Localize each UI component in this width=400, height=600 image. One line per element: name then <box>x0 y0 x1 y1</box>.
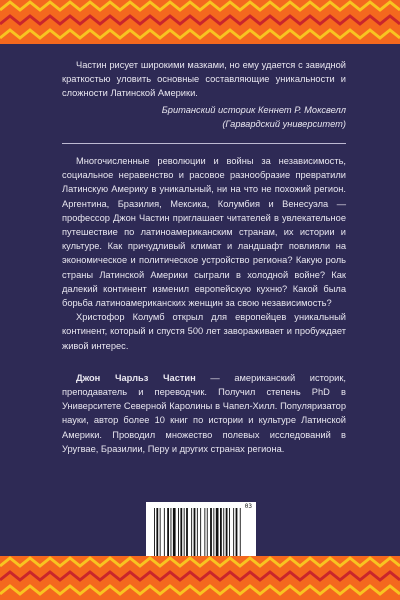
quote-affiliation: (Гарвардский университет) <box>222 118 346 129</box>
barcode-bar <box>167 508 169 556</box>
section-divider <box>62 143 346 144</box>
barcode-bar <box>233 508 234 556</box>
barcode-bar <box>154 508 155 556</box>
barcode-addon: 03 <box>244 503 252 510</box>
description-paragraph-1: Многочисленные революции и войны за независимость, социальное неравенство и расовое разнообразие превратили Латинскую Америку в уникальный, ни на что не похожий регион. Аргентина, Бразилия, Мексика, Колумбия и Венесуэла — профессор Джон Частин приглашает читателей в увлекательное путешествие по латиноамериканским странам, их истории и культуре. Как причудливый климат и ландшафт повлияли на экономическое и политическое устройство региона? Какую роль страны Латинской Америки сыграли в холодной войне? Как далекий континент изменил европейскую кухню? Какой была борьба латиноамериканских женщин за свою независимость? <box>62 156 346 309</box>
barcode-bar <box>213 508 214 556</box>
author-bio <box>62 371 346 456</box>
quote-author: Британский историк Кеннет Р. Моксвелл <box>161 104 346 115</box>
barcode-bar <box>240 508 241 556</box>
barcode-bar <box>216 508 219 556</box>
quote-attribution <box>62 103 346 131</box>
barcode-bar <box>229 508 230 556</box>
barcode-bar <box>180 508 182 556</box>
barcode-bar <box>220 508 222 556</box>
barcode-bar <box>178 508 179 556</box>
barcode-bar <box>207 508 208 556</box>
zigzag-pattern-top <box>0 0 400 44</box>
author-name: Джон Чарльз Частин <box>76 372 196 383</box>
barcode-bars <box>146 502 256 562</box>
barcode-bar <box>223 508 224 556</box>
barcode-bar <box>236 508 238 556</box>
barcode-bar <box>191 508 192 556</box>
author-bio-text: — американский историк, преподаватель и переводчик. Получил степень PhD в Университете Северной Каролины в Чапел-Хилл. Популяризатор науки, автор более 10 книг по истории и культуре Латинской Америки. Проводил множество полевых исследований в Уругвае, Бразилии, Перу и других странах региона. <box>62 372 346 454</box>
barcode-bar <box>210 508 212 556</box>
barcode-bar <box>197 508 198 556</box>
barcode-bar <box>184 508 185 556</box>
barcode-bar <box>156 508 158 556</box>
barcode-bar <box>171 508 172 556</box>
barcode-bar <box>226 508 228 556</box>
barcode-bar <box>194 508 196 556</box>
barcode-bar <box>164 508 165 556</box>
barcode-bar <box>173 508 176 556</box>
review-quote: Частин рисует широкими мазками, но ему удается с завидной краткостью уловить основные составляющие уникальности и сложности Латинской Америки. <box>62 60 346 99</box>
decorative-top-border <box>0 0 400 44</box>
barcode-bar <box>186 508 188 556</box>
zigzag-pattern-bottom <box>0 556 400 600</box>
barcode-bar <box>160 508 161 556</box>
cover-text <box>62 58 346 456</box>
barcode-bar <box>204 508 205 556</box>
description-paragraph-2: Христофор Колумб открыл для европейцев уникальный континент, который и спустя 500 лет завораживает и пробуждает живой интерес. <box>62 312 346 351</box>
barcode-bar <box>200 508 201 556</box>
decorative-bottom-border <box>0 556 400 600</box>
